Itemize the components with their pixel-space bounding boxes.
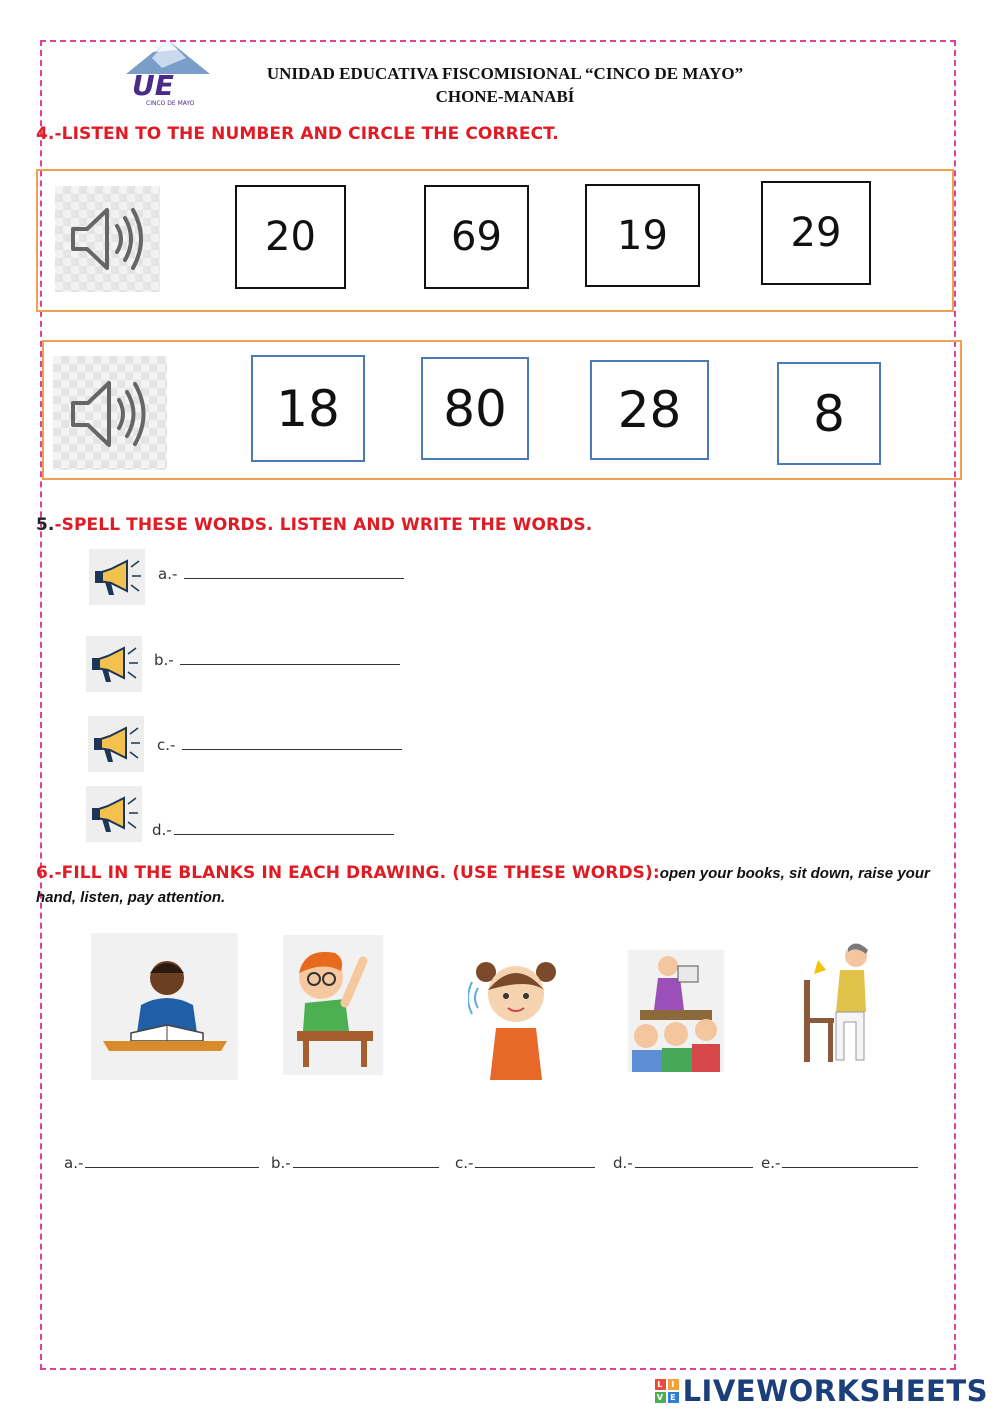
word-bank-line-2: hand, listen, pay attention.: [36, 889, 226, 906]
section6-title: 6.-FILL IN THE BLANKS IN EACH DRAWING. (USE THESE WORDS):: [36, 863, 660, 883]
number-option[interactable]: 29: [761, 181, 871, 285]
school-name: UNIDAD EDUCATIVA FISCOMISIONAL “CINCO DE MAYO”: [266, 64, 744, 83]
answer-label: e.-: [761, 1154, 781, 1172]
number-option[interactable]: 80: [421, 357, 529, 460]
number-option[interactable]: 28: [590, 360, 709, 460]
speaker-icon[interactable]: [53, 356, 167, 470]
brand-logo-icon: L I V E: [655, 1379, 679, 1403]
drawing-answer-line[interactable]: [64, 1153, 259, 1172]
drawing-answer-line[interactable]: [455, 1153, 595, 1172]
open-books-drawing: [91, 933, 238, 1080]
number-option[interactable]: 19: [585, 184, 700, 287]
answer-label: b.-: [271, 1154, 291, 1172]
section5-number: 5.: [36, 515, 55, 535]
number-option[interactable]: 18: [251, 355, 365, 462]
answer-label: c.-: [455, 1154, 474, 1172]
section5-text: -SPELL THESE WORDS. LISTEN AND WRITE THE WORDS.: [54, 515, 593, 535]
spelling-answer-line[interactable]: [154, 650, 400, 669]
listen-drawing: [468, 950, 568, 1080]
liveworksheets-brand: [655, 1374, 988, 1408]
spelling-answer-line[interactable]: [158, 564, 404, 583]
drawing-answer-line[interactable]: [271, 1153, 439, 1172]
number-option[interactable]: 20: [235, 185, 346, 289]
megaphone-icon[interactable]: [86, 636, 142, 692]
word-bank-line-1: open your books, sit down, raise your: [659, 865, 930, 882]
section5-title: [36, 515, 592, 535]
logo-subtext: CINCO DE MAYO: [146, 100, 195, 107]
drawing-answer-line[interactable]: [613, 1153, 753, 1172]
drawing-answer-line[interactable]: [761, 1153, 918, 1172]
section6-instructions: [36, 863, 981, 906]
number-option[interactable]: 69: [424, 185, 529, 289]
brand-name: LIVEWORKSHEETS: [682, 1374, 988, 1408]
number-option[interactable]: 8: [777, 362, 881, 465]
school-header: [160, 62, 850, 108]
item-label: a.-: [158, 565, 183, 583]
item-label: b.-: [154, 651, 179, 669]
answer-label: d.-: [613, 1154, 633, 1172]
megaphone-icon[interactable]: [88, 716, 144, 772]
megaphone-icon[interactable]: [89, 549, 145, 605]
spelling-answer-line[interactable]: [152, 820, 394, 839]
section4-title: 4.-LISTEN TO THE NUMBER AND CIRCLE THE CORRECT.: [36, 124, 559, 144]
spelling-answer-line[interactable]: [157, 735, 402, 754]
raise-hand-drawing: [283, 935, 383, 1075]
item-label: c.-: [157, 736, 181, 754]
item-label: d.-: [152, 821, 172, 839]
speaker-icon[interactable]: [55, 186, 160, 292]
sit-down-drawing: [800, 940, 880, 1065]
logo-text: UE: [132, 69, 174, 102]
megaphone-icon[interactable]: [86, 786, 142, 842]
pay-attention-drawing: [628, 950, 724, 1072]
school-location: CHONE-MANABÍ: [435, 87, 575, 106]
answer-label: a.-: [64, 1154, 84, 1172]
